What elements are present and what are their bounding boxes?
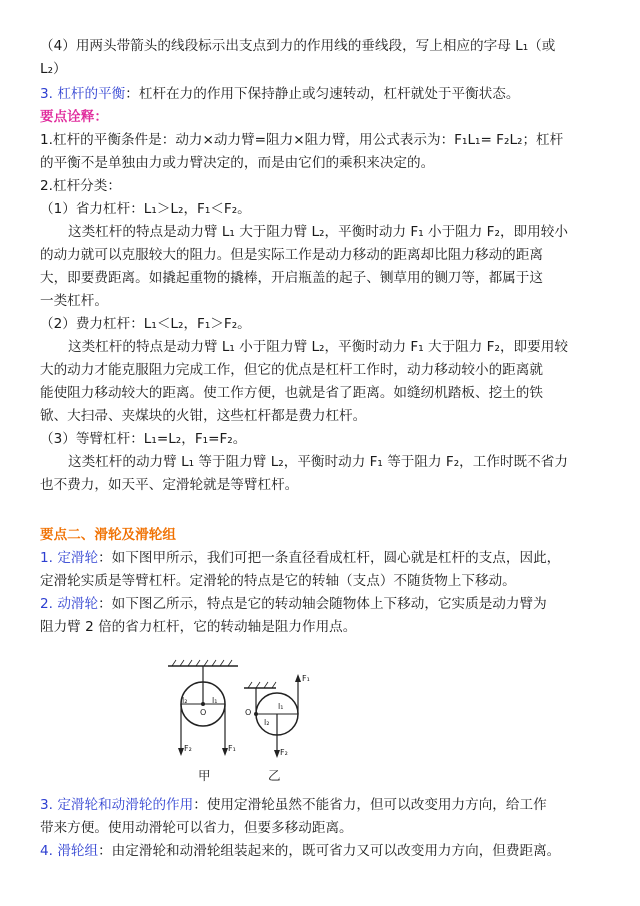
- label-f1: F₁: [228, 744, 236, 753]
- pulley-diagram: [160, 658, 320, 786]
- term-heading: 定滑轮和动滑轮的作用: [57, 797, 194, 813]
- item-number: 1.: [40, 550, 53, 566]
- term-definition: ：如下图乙所示，特点是它的转动轴会随物体上下移动，它实质是动力臂为: [98, 596, 547, 612]
- label-l2: l₂: [264, 718, 270, 727]
- label-f2: F₂: [280, 748, 288, 757]
- pulley-block-line: [40, 841, 612, 861]
- term-definition: ：由定滑轮和动滑轮组装起来的，既可省力又可以改变用力方向，但费距离。: [98, 843, 561, 859]
- caption-yi: 乙: [268, 768, 281, 783]
- label-f1: F₁: [302, 674, 310, 683]
- item-number: 4.: [40, 843, 53, 859]
- text-line: 这类杠杆的特点是动力臂 L₁ 大于阻力臂 L₂，平衡时动力 F₁ 小于阻力 F₂，即用较小: [68, 224, 568, 240]
- label-o: O: [200, 708, 207, 717]
- text-line: 定滑轮实质是等臂杠杆。定滑轮的特点是它的转轴（支点）不随货物上下移动。: [40, 573, 516, 589]
- caption-jia: 甲: [198, 768, 211, 783]
- term-heading: 滑轮组: [57, 843, 99, 859]
- label-f2: F₂: [184, 744, 192, 753]
- label-l1: l₁: [278, 702, 284, 711]
- movable-pulley: [244, 674, 301, 758]
- item-number: 3.: [40, 797, 53, 813]
- text-line: 阻力臂 2 倍的省力杠杆，它的转动轴是阻力作用点。: [40, 619, 357, 635]
- term-heading: 杠杆的平衡: [57, 86, 126, 102]
- label-l2: l₂: [182, 696, 188, 705]
- term-definition: ：如下图甲所示，我们可把一条直径看成杠杆，圆心就是杠杆的支点，因此，: [98, 550, 561, 566]
- text-line: （4）用两头带箭头的线段标示出支点到力的作用线的垂线段，写上相应的字母 L₁（或: [40, 38, 556, 54]
- text-line: 的平衡不是单独由力或力臂决定的，而是由它们的乘积来决定的。: [40, 155, 435, 171]
- text-line: 2.杠杆分类：: [40, 178, 121, 194]
- text-line: 锨、大扫帚、夹煤块的火钳，这些杠杆都是费力杠杆。: [40, 408, 367, 424]
- label-l1: l₁: [212, 696, 218, 705]
- term-heading: 定滑轮: [57, 550, 99, 566]
- term-definition: ：杠杆在力的作用下保持静止或匀速转动，杠杆就处于平衡状态。: [125, 86, 520, 102]
- pulley-figure: [160, 658, 320, 786]
- text-line: （2）费力杠杆：L₁＜L₂，F₁＞F₂。: [40, 316, 251, 332]
- text-line: 的动力就可以克服较大的阻力。但是实际工作是动力移动的距离却比阻力移动的距离: [40, 247, 543, 263]
- item-number: 2.: [40, 596, 53, 612]
- section-heading-pulleys: 要点二、滑轮及滑轮组: [40, 527, 176, 543]
- text-line: （3）等臂杠杆：L₁=L₂，F₁=F₂。: [40, 431, 247, 447]
- movable-pulley-line: [40, 594, 612, 614]
- item-number: 3.: [40, 86, 53, 102]
- text-line: 带来方便。使用动滑轮可以省力，但要多移动距离。: [40, 820, 353, 836]
- section-line-balance: [40, 84, 612, 104]
- fixed-pulley-line: [40, 548, 612, 568]
- text-line: 一类杠杆。: [40, 293, 108, 309]
- text-line: 1.杠杆的平衡条件是：动力×动力臂=阻力×阻力臂，用公式表示为：F₁L₁= F₂L₂；杠杆: [40, 132, 564, 148]
- text-line: 这类杠杆的动力臂 L₁ 等于阻力臂 L₂，平衡时动力 F₁ 等于阻力 F₂，工作时既不省力: [68, 454, 568, 470]
- text-line: （1）省力杠杆：L₁＞L₂，F₁＜F₂。: [40, 201, 251, 217]
- pulley-function-line: [40, 795, 612, 815]
- text-line: 大的动力才能克服阻力完成工作，但它的优点是杠杆工作时，动力移动较小的距离就: [40, 362, 543, 378]
- text-line: L₂）: [40, 61, 67, 77]
- term-definition: ：使用定滑轮虽然不能省力，但可以改变用力方向，给工作: [193, 797, 547, 813]
- text-line: 也不费力，如天平、定滑轮就是等臂杠杆。: [40, 477, 299, 493]
- term-heading: 动滑轮: [57, 596, 99, 612]
- label-o: O: [245, 708, 252, 717]
- text-line: 这类杠杆的特点是动力臂 L₁ 小于阻力臂 L₂，平衡时动力 F₁ 大于阻力 F₂，即要用较: [68, 339, 568, 355]
- text-line: 能使阻力移动较大的距离。使工作方便，也就是省了距离。如缝纫机踏板、挖土的铁: [40, 385, 543, 401]
- key-point-heading: 要点诠释：: [40, 109, 108, 125]
- text-line: 大，即要费距离。如撬起重物的撬棒，开启瓶盖的起子、铡草用的铡刀等，都属于这: [40, 270, 543, 286]
